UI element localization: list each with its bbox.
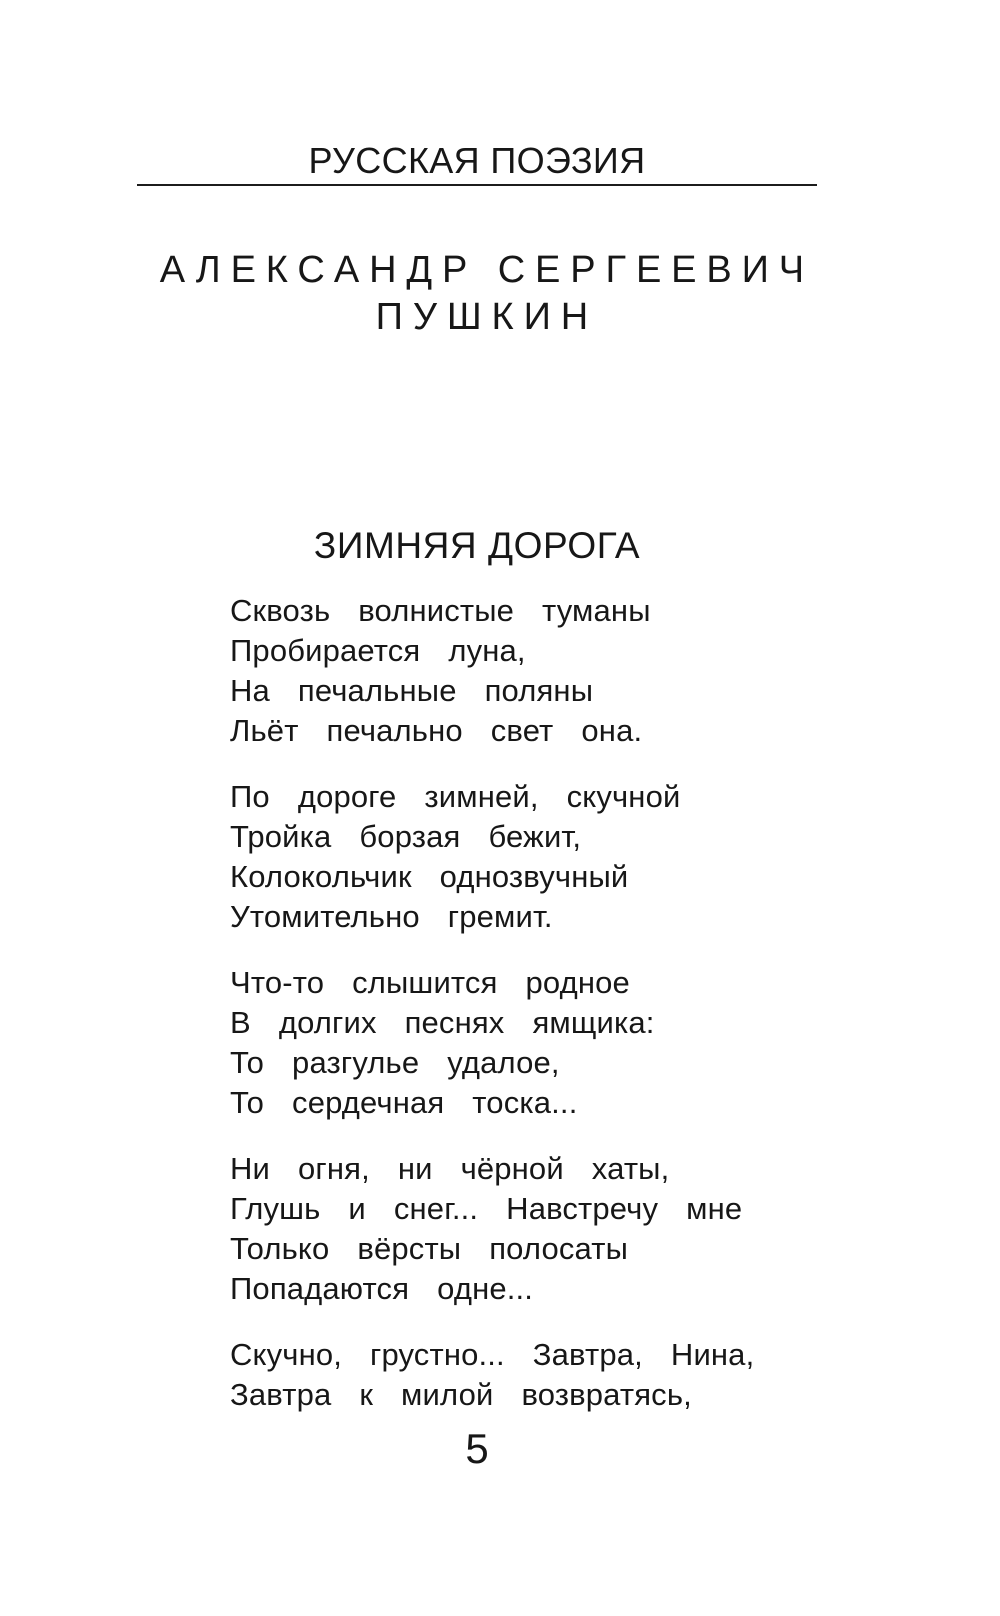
poem-line: Льёт печально свет она. xyxy=(230,713,643,748)
poem-line: Попадаются одне... xyxy=(230,1271,534,1306)
stanza xyxy=(230,591,754,751)
page-number: 5 xyxy=(465,1425,489,1472)
poem-title: ЗИМНЯЯ ДОРОГА xyxy=(313,525,641,566)
poem-line: Глушь и снег... Навстречу мне xyxy=(230,1191,743,1226)
author-name-line-1: АЛЕКСАНДР СЕРГЕЕВИЧ xyxy=(159,249,815,291)
poem-line: По дороге зимней, скучной xyxy=(230,779,681,814)
stanza xyxy=(230,963,754,1123)
poem-line: На печальные поляны xyxy=(230,673,594,708)
poem-line: Скучно, грустно... Завтра, Нина, xyxy=(230,1337,755,1372)
header-rule xyxy=(137,184,817,186)
poem-line: В долгих песнях ямщика: xyxy=(230,1005,655,1040)
poem-line: То сердечная тоска... xyxy=(230,1085,578,1120)
stanza xyxy=(230,1149,754,1309)
poem-line: Что-то слышится родное xyxy=(230,965,630,1000)
stanza xyxy=(230,1335,754,1415)
poem-line: Пробирается луна, xyxy=(230,633,526,668)
author-name xyxy=(137,247,827,341)
poem-line: То разгулье удалое, xyxy=(230,1045,560,1080)
poem-line: Ни огня, ни чёрной хаты, xyxy=(230,1151,670,1186)
poem-line: Завтра к милой возвратясь, xyxy=(230,1377,692,1412)
poem-line: Колокольчик однозвучный xyxy=(230,859,629,894)
stanza xyxy=(230,777,754,937)
poem-line: Утомительно гремит. xyxy=(230,899,553,934)
poem-line: Только вёрсты полосаты xyxy=(230,1231,629,1266)
running-header: РУССКАЯ ПОЭЗИЯ xyxy=(308,140,646,181)
poem-line: Тройка борзая бежит, xyxy=(230,819,582,854)
poem-line: Сквозь волнистые туманы xyxy=(230,593,651,628)
author-name-line-2: ПУШКИН xyxy=(375,296,599,338)
poem xyxy=(230,591,754,1441)
